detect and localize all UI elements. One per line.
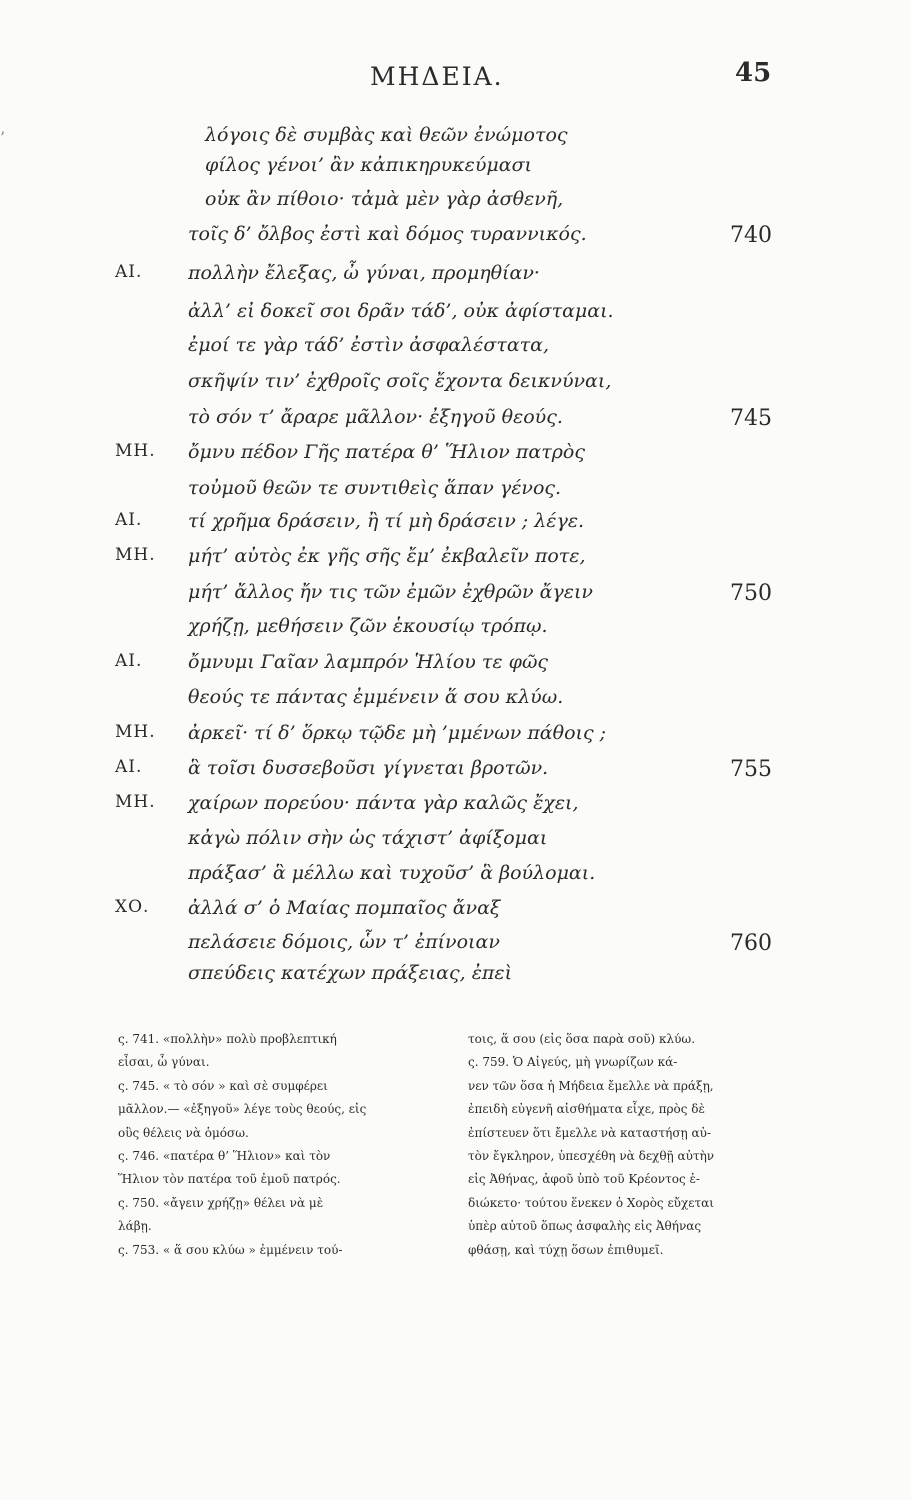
verse-text: φίλος γένοι’ ἂν κἀπικηρυκεύμασι <box>205 154 532 176</box>
verse-line <box>0 615 911 645</box>
verse-text: θεούς τε πάντας ἐμμένειν ἅ σου κλύω. <box>188 686 564 708</box>
verse-line <box>0 510 911 540</box>
verse-line <box>0 441 911 471</box>
line-number: 750 <box>730 581 772 606</box>
verse-line <box>0 897 911 927</box>
footnote-line: ς. 750. «ἄγειν χρήζῃ» θέλει νὰ μὲ <box>118 1195 324 1210</box>
verse-line <box>0 370 911 400</box>
speaker-label: ΑΙ. <box>115 757 143 777</box>
verse-text: τὸ σόν τ’ ἄραρε μᾶλλον· ἐξηγοῦ θεούς. <box>188 406 563 428</box>
verse-line <box>0 931 911 961</box>
verse-text: ἀρκεῖ· τί δ’ ὅρκῳ τῷδε μὴ ’μμένων πάθοις ; <box>188 722 607 744</box>
verse-line <box>0 862 911 892</box>
verse-line <box>0 406 911 436</box>
footnote-line: εἶσαι, ὦ γύναι. <box>118 1055 210 1070</box>
line-number: 740 <box>730 223 772 248</box>
verse-line <box>0 581 911 611</box>
verse-line <box>0 124 911 154</box>
verse-line <box>0 827 911 857</box>
footnote-line: διώκετο· τούτου ἕνεκεν ὁ Χορὸς εὔχεται <box>468 1195 714 1210</box>
margin-mark: ’ <box>0 128 6 147</box>
verse-line <box>0 792 911 822</box>
verse-line <box>0 477 911 507</box>
footnote-line: ὑπὲρ αὐτοῦ ὅπως ἀσφαλὴς εἰς Ἀθήνας <box>468 1219 702 1234</box>
footnote-line: τὸν ἔγκληρον, ὑπεσχέθη νὰ δεχθῇ αὐτὴν <box>468 1148 715 1163</box>
verse-text: τοὐμοῦ θεῶν τε συντιθεὶς ἅπαν γένος. <box>188 477 562 499</box>
footnote-line: εἰς Ἀθήνας, ἀφοῦ ὑπὸ τοῦ Κρέοντος ἐ- <box>468 1172 700 1187</box>
verse-line <box>0 223 911 253</box>
verse-line <box>0 262 911 292</box>
verse-text: μήτ’ αὐτὸς ἐκ γῆς σῆς ἔμ’ ἐκβαλεῖν ποτε, <box>188 545 586 567</box>
verse-text: ἐμοί τε γὰρ τάδ’ ἐστὶν ἀσφαλέστατα, <box>188 334 550 356</box>
footnote-line: τοις, ἅ σου (εἰς ὅσα παρὰ σοῦ) κλύω. <box>468 1032 696 1046</box>
verse-text: ὄμνυμι Γαῖαν λαμπρόν Ἡλίου τε φῶς <box>188 651 549 673</box>
footnote-line: ς. 745. « τὸ σόν » καὶ σὲ συμφέρει <box>118 1078 328 1093</box>
verse-line <box>0 722 911 752</box>
line-number: 745 <box>730 406 772 431</box>
speaker-label: ΜΗ. <box>115 441 156 461</box>
line-number: 760 <box>730 931 772 956</box>
verse-text: σκῆψίν τιν’ ἐχθροῖς σοῖς ἔχοντα δεικνύναι, <box>188 370 612 392</box>
verse-line <box>0 334 911 364</box>
verse-text: τί χρῆμα δράσειν, ἢ τί μὴ δράσειν ; λέγε. <box>188 510 585 532</box>
verse-line <box>0 651 911 681</box>
footnote-line: νεν τῶν ὅσα ἡ Μήδεια ἔμελλε νὰ πράξῃ, <box>468 1078 714 1093</box>
verse-text: ἀλλά σ’ ὁ Μαίας πομπαῖος ἄναξ <box>188 897 501 919</box>
verse-text: ὄμνυ πέδον Γῆς πατέρα θ’ Ἥλιον πατρὸς <box>188 441 585 463</box>
line-number: 755 <box>730 757 772 782</box>
speaker-label: ΑΙ. <box>115 510 143 530</box>
speaker-label: ΜΗ. <box>115 545 156 565</box>
footnote-line: οὓς θέλεις νὰ ὁμόσω. <box>118 1125 249 1140</box>
speaker-label: ΜΗ. <box>115 792 156 812</box>
footnote-line: ς. 741. «πολλὴν» πολὺ προβλεπτική <box>118 1032 337 1046</box>
verse-text: λόγοις δὲ συμβὰς καὶ θεῶν ἐνώμοτος <box>205 124 568 146</box>
verse-line <box>0 962 911 992</box>
footnote-line: ς. 753. « ἅ σου κλύω » ἐμμένειν τού- <box>118 1242 343 1257</box>
verse-line <box>0 188 911 218</box>
verse-text: τοῖς δ’ ὄλβος ἐστὶ καὶ δόμος τυραννικός. <box>188 223 587 245</box>
verse-text: ἃ τοῖσι δυσσεβοῦσι γίγνεται βροτῶν. <box>188 757 549 779</box>
verse-text: πελάσειε δόμοις, ὧν τ’ ἐπίνοιαν <box>188 931 500 953</box>
footnote-line: λάβῃ. <box>118 1219 152 1234</box>
verse-text: ἀλλ’ εἰ δοκεῖ σοι δρᾶν τάδ’, οὐκ ἀφίσταμαι. <box>188 300 614 322</box>
speaker-label: ΧΟ. <box>115 897 150 917</box>
verse-line <box>0 757 911 787</box>
footnote-line: φθάσῃ, καὶ τύχῃ ὅσων ἐπιθυμεῖ. <box>468 1242 664 1257</box>
verse-line <box>0 686 911 716</box>
speaker-label: ΑΙ. <box>115 262 143 282</box>
speaker-label: ΑΙ. <box>115 651 143 671</box>
running-title: ΜΗΔΕΙΑ. <box>370 62 504 91</box>
verse-line <box>0 545 911 575</box>
verse-text: πράξασ’ ἃ μέλλω καὶ τυχοῦσ’ ἃ βούλομαι. <box>188 862 596 884</box>
verse-line <box>0 154 911 184</box>
verse-line <box>0 300 911 330</box>
verse-text: χρήζῃ, μεθήσειν ζῶν ἑκουσίῳ τρόπῳ. <box>188 615 548 637</box>
footnotes-left-column <box>118 1028 428 1262</box>
footnotes-right-column <box>468 1028 793 1262</box>
footnote-line: ἐπειδὴ εὐγενῆ αἰσθήματα εἶχε, πρὸς δὲ <box>468 1102 705 1117</box>
verse-text: κἀγὼ πόλιν σὴν ὡς τάχιστ’ ἀφίξομαι <box>188 827 548 849</box>
verse-text: σπεύδεις κατέχων πράξειας, ἐπεὶ <box>188 962 513 984</box>
footnote-line: ς. 746. «πατέρα θ’ Ἥλιον» καὶ τὸν <box>118 1148 331 1163</box>
verse-text: οὐκ ἂν πίθοιο· τἀμὰ μὲν γὰρ ἀσθενῆ, <box>205 188 564 210</box>
verse-text: πολλὴν ἔλεξας, ὦ γύναι, προμηθίαν· <box>188 262 540 284</box>
verse-text: χαίρων πορεύου· πάντα γὰρ καλῶς ἔχει, <box>188 792 579 814</box>
footnote-line: μᾶλλον.— «ἐξηγοῦ» λέγε τοὺς θεούς, εἰς <box>118 1102 367 1117</box>
footnote-line: ἐπίστευεν ὅτι ἔμελλε νὰ καταστήσῃ αὐ- <box>468 1125 712 1140</box>
page-number: 45 <box>735 58 772 88</box>
verse-text: μήτ’ ἄλλος ἤν τις τῶν ἐμῶν ἐχθρῶν ἄγειν <box>188 581 593 603</box>
speaker-label: ΜΗ. <box>115 722 156 742</box>
footnote-line: ς. 759. Ὁ Αἰγεύς, μὴ γνωρίζων κά- <box>468 1055 678 1070</box>
footnote-line: Ἥλιον τὸν πατέρα τοῦ ἐμοῦ πατρός. <box>118 1172 341 1187</box>
